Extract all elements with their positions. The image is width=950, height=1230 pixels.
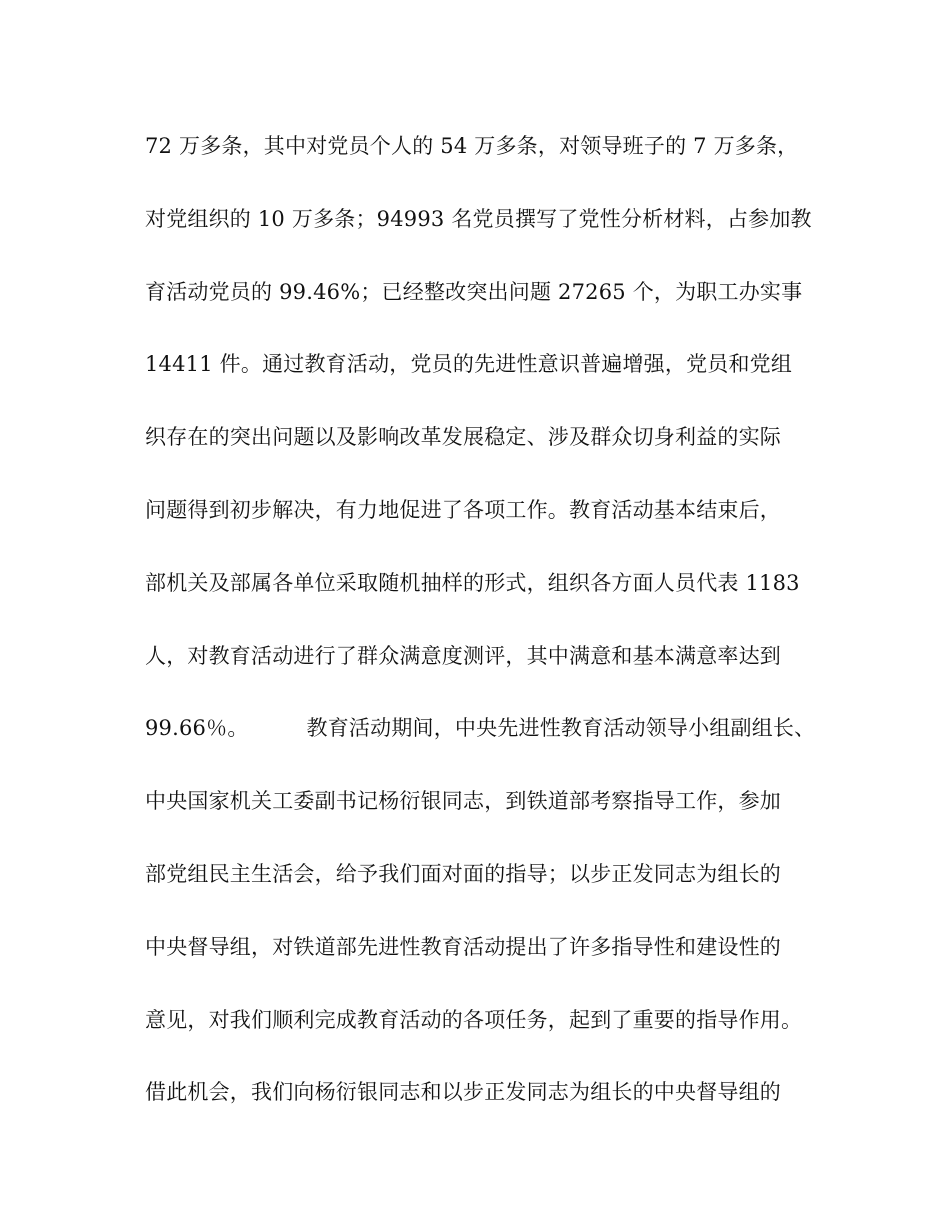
text-line-11: 部党组民主生活会，给予我们面对面的指导；以步正发同志为组长的 bbox=[145, 862, 781, 886]
text-line-6: 问题得到初步解决，有力地促进了各项工作。教育活动基本结束后， bbox=[145, 498, 781, 522]
text-line-7: 部机关及部属各单位采取随机抽样的形式，组织各方面人员代表 1183 bbox=[145, 571, 800, 595]
text-line-9-part2: 教育活动期间，中央先进性教育活动领导小组副组长、 bbox=[306, 716, 816, 740]
text-line-4: 14411 件。通过教育活动，党员的先进性意识普遍增强，党员和党组 bbox=[145, 352, 793, 376]
text-line-13: 意见，对我们顺利完成教育活动的各项任务，起到了重要的指导作用。 bbox=[145, 1008, 803, 1032]
text-line-5: 织存在的突出问题以及影响改革发展稳定、涉及群众切身利益的实际 bbox=[145, 425, 781, 449]
text-line-2: 对党组织的 10 万多条；94993 名党员撰写了党性分析材料，占参加教 bbox=[145, 207, 812, 231]
text-line-1: 72 万多条，其中对党员个人的 54 万多条，对领导班子的 7 万多条， bbox=[145, 134, 799, 158]
text-line-9 bbox=[145, 715, 815, 741]
text-line-12: 中央督导组，对铁道部先进性教育活动提出了许多指导性和建设性的 bbox=[145, 935, 781, 959]
text-line-9-part1: 99.66％。 bbox=[145, 716, 249, 740]
text-line-8: 人，对教育活动进行了群众满意度测评，其中满意和基本满意率达到 bbox=[145, 644, 781, 668]
text-line-3: 育活动党员的 99.46%；已经整改突出问题 27265 个，为职工办实事 bbox=[145, 280, 803, 304]
text-line-10: 中央国家机关工委副书记杨衍银同志，到铁道部考察指导工作，参加 bbox=[145, 789, 781, 813]
text-line-14: 借此机会，我们向杨衍银同志和以步正发同志为组长的中央督导组的 bbox=[145, 1080, 781, 1104]
